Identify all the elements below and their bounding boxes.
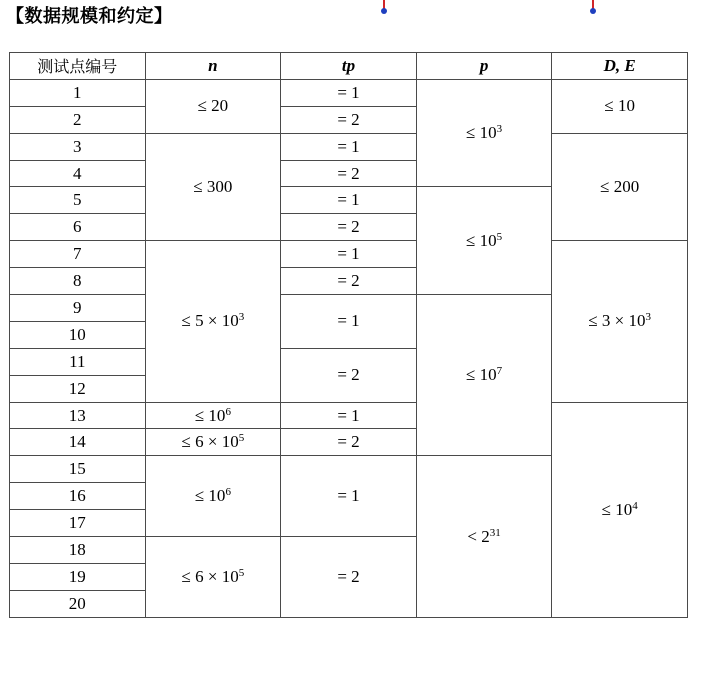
header-n: n <box>145 53 281 80</box>
tp-cell: = 1 <box>281 79 417 106</box>
p-text: ≤ 10 <box>466 230 497 250</box>
de-text: ≤ 3 × 10 <box>588 311 646 331</box>
n-exp: 6 <box>225 405 231 418</box>
tp-cell: = 2 <box>281 348 417 402</box>
n-cell <box>145 537 281 618</box>
p-exp: 31 <box>489 526 501 539</box>
test-id-cell: 11 <box>10 348 146 375</box>
de-text: ≤ 10 <box>604 96 635 116</box>
n-cell <box>145 241 281 402</box>
p-cell <box>416 456 552 617</box>
de-cell <box>552 133 688 241</box>
tp-cell: = 2 <box>281 214 417 241</box>
p-text: < 2 <box>467 526 490 546</box>
tp-cell: = 2 <box>281 429 417 456</box>
test-id-cell: 3 <box>10 133 146 160</box>
test-id-cell: 19 <box>10 563 146 590</box>
section-title: 【数据规模和约定】 <box>6 6 173 27</box>
table-row <box>10 241 688 268</box>
p-cell <box>416 295 552 456</box>
p-exp: 3 <box>496 123 503 136</box>
de-cell <box>552 241 688 402</box>
tp-cell: = 1 <box>281 295 417 349</box>
p-exp: 7 <box>496 365 503 378</box>
constraints-table <box>9 52 688 618</box>
test-id-cell: 14 <box>10 429 146 456</box>
header-p: p <box>416 53 552 80</box>
n-exp: 5 <box>238 432 245 445</box>
marker-pin-icon <box>592 0 594 9</box>
tp-cell: = 2 <box>281 106 417 133</box>
de-cell <box>552 402 688 617</box>
de-cell <box>552 79 688 133</box>
tp-cell: = 1 <box>281 456 417 537</box>
header-de: D, E <box>552 53 688 80</box>
test-id-cell: 20 <box>10 590 146 617</box>
header-test-id: 测试点编号 <box>10 53 146 80</box>
n-cell <box>145 133 281 241</box>
n-cell <box>145 429 281 456</box>
tp-cell: = 2 <box>281 537 417 618</box>
n-text: ≤ 300 <box>193 176 233 196</box>
test-id-cell: 16 <box>10 483 146 510</box>
table-row <box>10 79 688 106</box>
tp-cell: = 1 <box>281 241 417 268</box>
de-text: ≤ 10 <box>601 499 633 519</box>
table-header-row <box>10 53 688 80</box>
test-id-cell: 6 <box>10 214 146 241</box>
p-text: ≤ 10 <box>466 365 497 385</box>
de-text: ≤ 200 <box>600 176 640 196</box>
table-row <box>10 402 688 429</box>
de-exp: 4 <box>632 499 638 512</box>
test-id-cell: 12 <box>10 375 146 402</box>
n-text: ≤ 10 <box>194 405 226 425</box>
tp-cell: = 1 <box>281 133 417 160</box>
p-exp: 5 <box>496 230 503 243</box>
test-id-cell: 5 <box>10 187 146 214</box>
p-cell <box>416 187 552 295</box>
de-exp: 3 <box>645 311 652 324</box>
p-text: ≤ 10 <box>466 123 497 143</box>
n-exp: 6 <box>225 486 231 499</box>
n-cell <box>145 456 281 537</box>
test-id-cell: 8 <box>10 268 146 295</box>
p-cell <box>416 79 552 187</box>
tp-cell: = 2 <box>281 268 417 295</box>
test-id-cell: 9 <box>10 295 146 322</box>
test-id-cell: 7 <box>10 241 146 268</box>
n-exp: 5 <box>238 566 245 579</box>
test-id-cell: 1 <box>10 79 146 106</box>
test-id-cell: 2 <box>10 106 146 133</box>
n-cell <box>145 402 281 429</box>
test-id-cell: 13 <box>10 402 146 429</box>
test-id-cell: 10 <box>10 321 146 348</box>
table-row <box>10 133 688 160</box>
n-text: ≤ 6 × 10 <box>181 432 239 452</box>
tp-cell: = 1 <box>281 187 417 214</box>
test-id-cell: 4 <box>10 160 146 187</box>
n-cell <box>145 79 281 133</box>
n-text: ≤ 20 <box>197 96 229 116</box>
n-text: ≤ 6 × 10 <box>181 566 239 586</box>
header-tp: tp <box>281 53 417 80</box>
tp-cell: = 2 <box>281 160 417 187</box>
test-id-cell: 18 <box>10 537 146 564</box>
test-id-cell: 15 <box>10 456 146 483</box>
tp-cell: = 1 <box>281 402 417 429</box>
n-exp: 3 <box>238 311 245 324</box>
test-id-cell: 17 <box>10 510 146 537</box>
marker-pin-icon <box>383 0 385 9</box>
n-text: ≤ 5 × 10 <box>181 311 239 331</box>
n-text: ≤ 10 <box>194 486 226 506</box>
